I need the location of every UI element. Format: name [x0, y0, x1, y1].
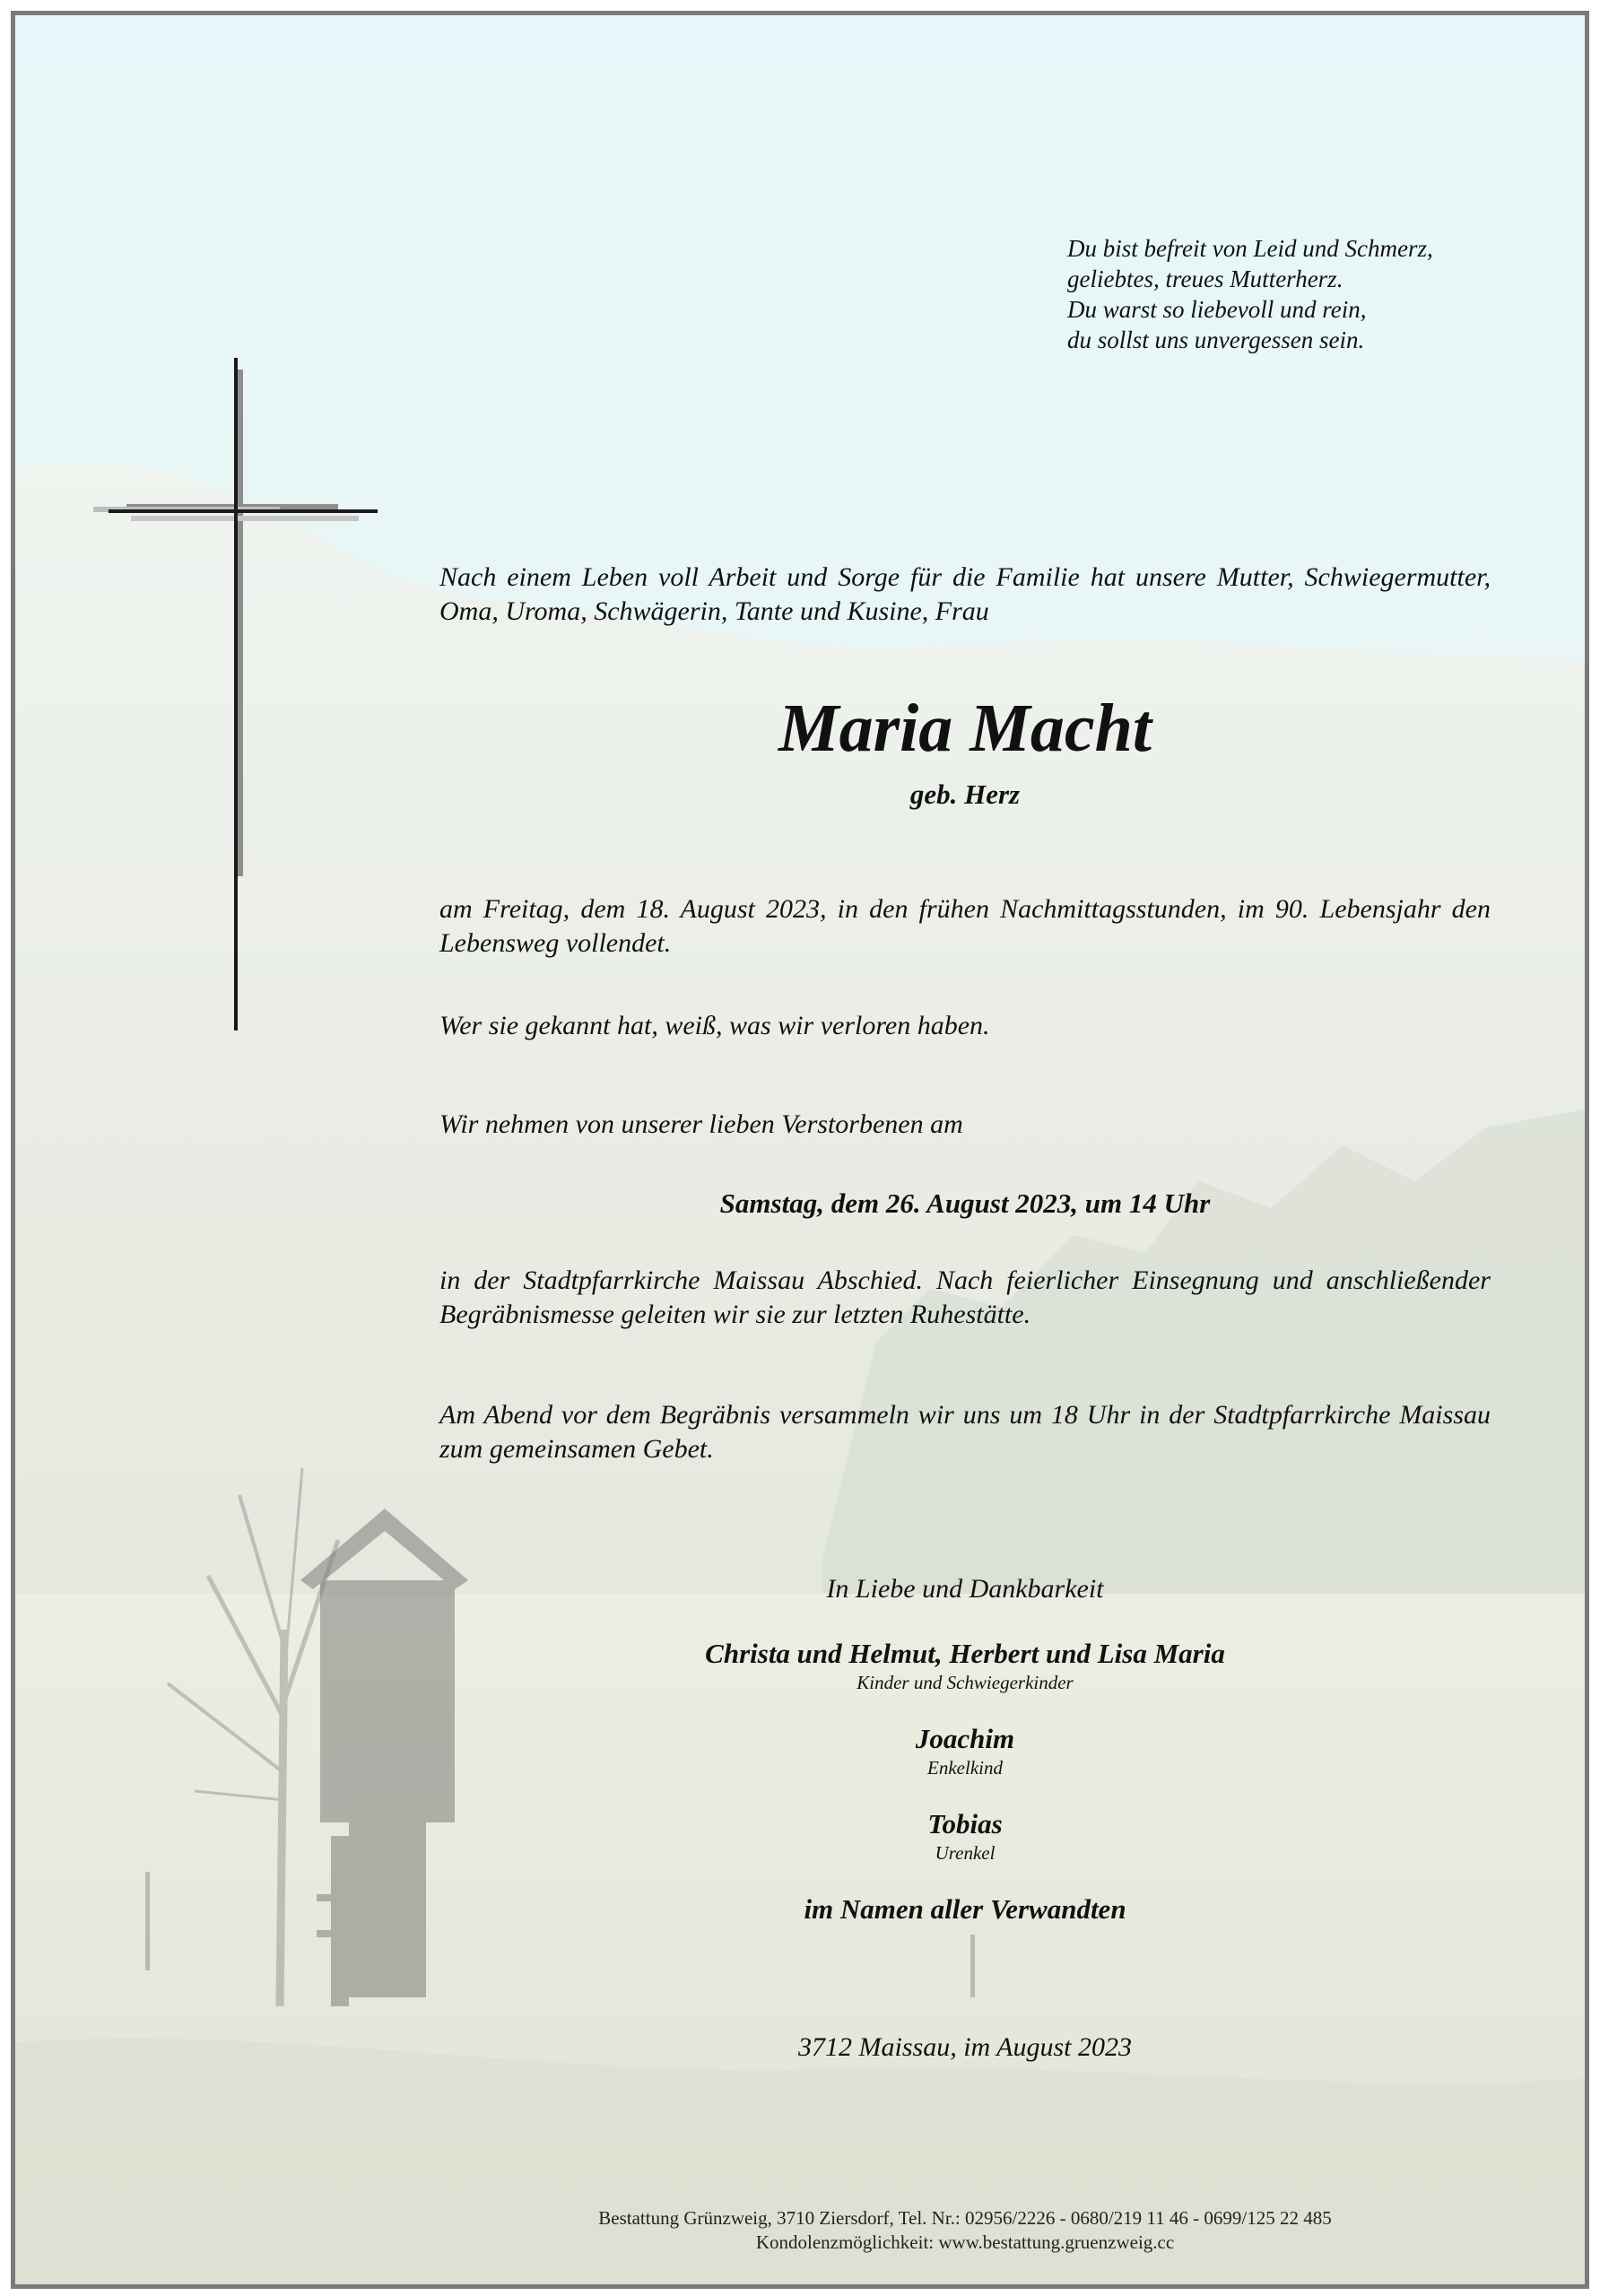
place-date: 3712 Maissau, im August 2023: [798, 2032, 1132, 2062]
deceased-name: Maria Macht: [778, 691, 1152, 766]
death-text: am Freitag, dem 18. August 2023, in den frühen Nachmittagsstunden, im 90. Lebensjahr den Lebensweg vollendet.: [439, 894, 1491, 958]
birth-name: geb. Herz: [909, 778, 1021, 810]
relatives-line: im Namen aller Verwandten: [804, 1893, 1126, 1925]
funeral-date: Samstag, dem 26. August 2023, um 14 Uhr: [719, 1187, 1211, 1219]
footer-condolence: Kondolenzmöglichkeit: www.bestattung.gruenzweig.cc: [755, 2231, 1175, 2253]
mourner-group: [439, 1807, 1491, 1865]
farewell-intro: Wir nehmen von unserer lieben Verstorbenen am: [439, 1109, 963, 1139]
mourner-relation: Enkelkind: [927, 1757, 1003, 1779]
mourner-names: Christa und Helmut, Herbert und Lisa Maria: [705, 1638, 1225, 1669]
poem-line: du sollst uns unvergessen sein.: [1067, 326, 1365, 353]
intro-text: Nach einem Leben voll Arbeit und Sorge für die Familie hat unsere Mutter, Schwiegermutter, Oma, Uroma, Schwägerin, Tante und Kusine, Frau: [439, 562, 1491, 626]
mourner-relation: Urenkel: [935, 1842, 996, 1864]
funeral-home-footer: [439, 2206, 1491, 2255]
mourner-names: Joachim: [915, 1723, 1015, 1754]
mourner-names: Tobias: [927, 1808, 1003, 1839]
loss-text: Wer sie gekannt hat, weiß, was wir verloren haben.: [439, 1011, 990, 1040]
poem-line: geliebtes, treues Mutterherz.: [1067, 265, 1343, 292]
mourner-group: [439, 1722, 1491, 1779]
thanks-line: In Liebe und Dankbarkeit: [826, 1574, 1104, 1604]
funeral-text: in der Stadtpfarrkirche Maissau Abschied. Nach feierlicher Einsegnung und anschließender Begräbnismesse geleiten wir sie zur letzten Ruhestätte.: [439, 1265, 1491, 1329]
poem-line: Du bist befreit von Leid und Schmerz,: [1067, 235, 1433, 262]
poem-line: Du warst so liebevoll und rein,: [1067, 296, 1367, 323]
obituary-page: [11, 11, 1589, 2289]
prayer-text: Am Abend vor dem Begräbnis versammeln wir uns um 18 Uhr in der Stadtpfarrkirche Maissau zum gemeinsamen Gebet.: [439, 1400, 1491, 1464]
mourner-group: [439, 1637, 1491, 1694]
footer-contact: Bestattung Grünzweig, 3710 Ziersdorf, Tel. Nr.: 02956/2226 - 0680/219 11 46 - 0699/125 22 485: [598, 2207, 1332, 2229]
misty-landscape-background: [15, 15, 1585, 2284]
poem: [1067, 233, 1433, 355]
mourner-relation: Kinder und Schwiegerkinder: [857, 1672, 1074, 1693]
